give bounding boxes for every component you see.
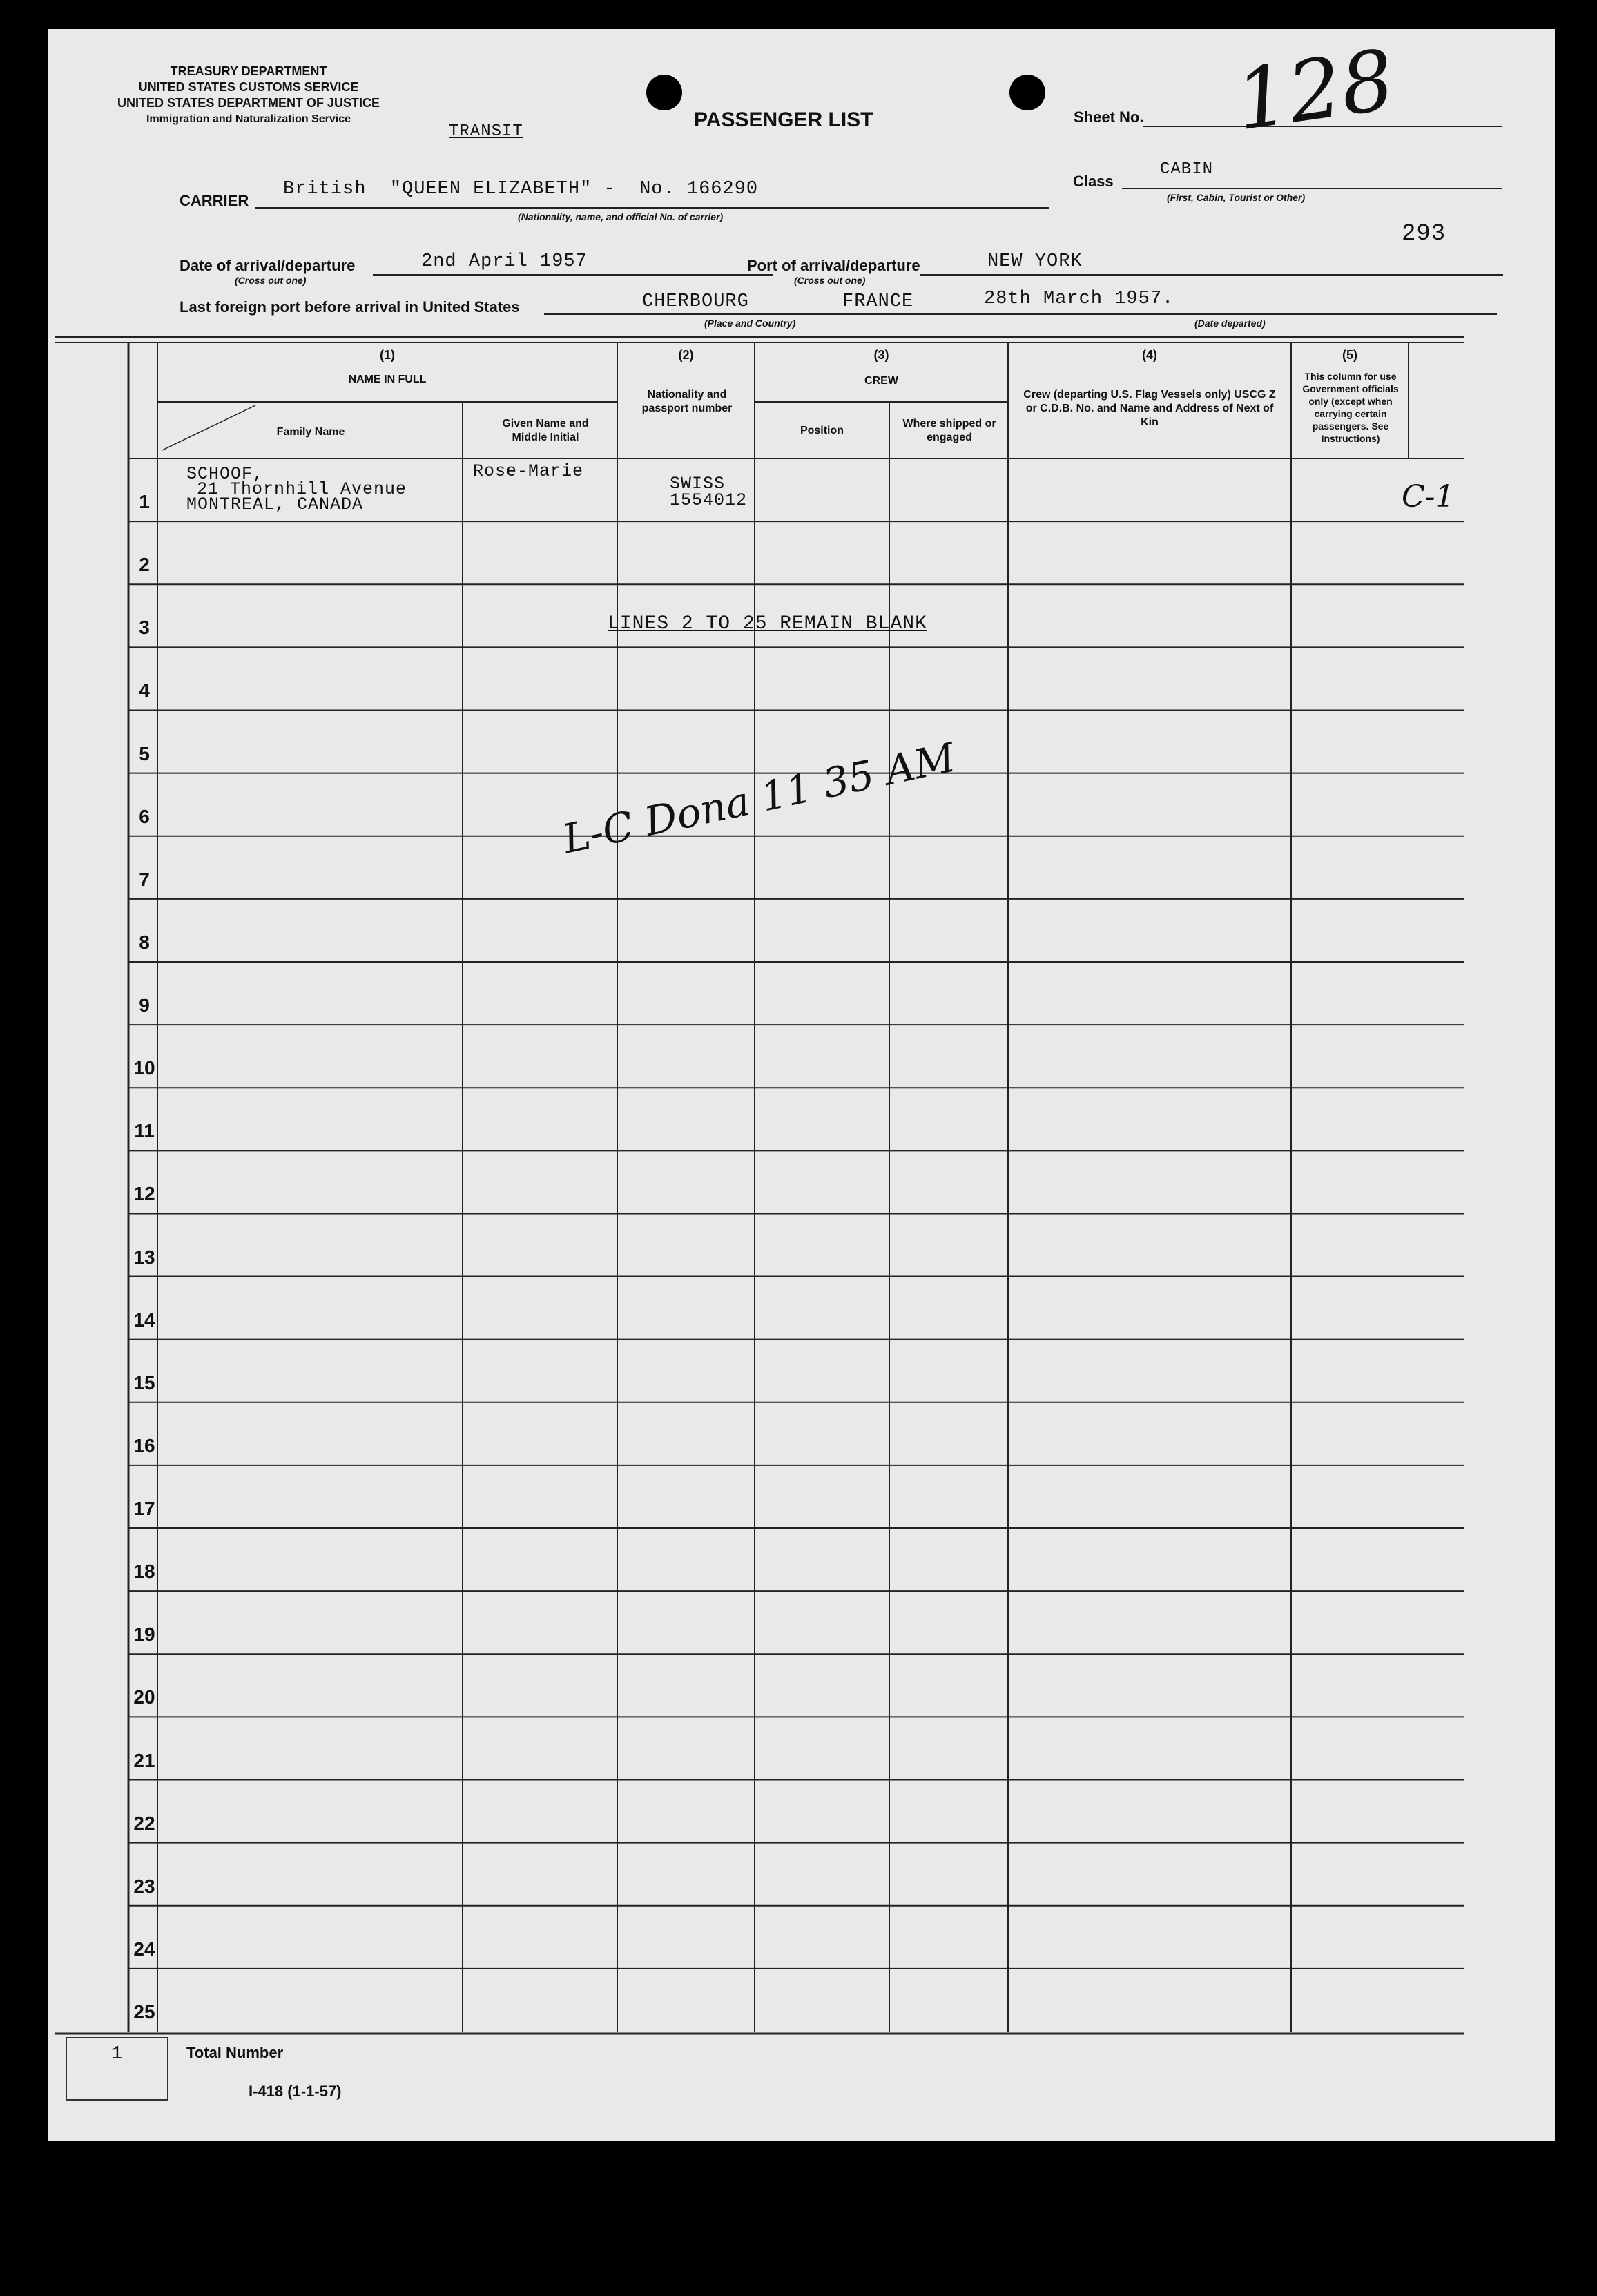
sheet-no-handwritten: 128 (1230, 32, 1400, 150)
port-label: Port of arrival/departure (747, 257, 920, 274)
class-hint: (First, Cabin, Tourist or Other) (1167, 192, 1306, 203)
row-number: 14 (133, 1309, 155, 1331)
col2-title: Nationality and passport number (641, 389, 733, 414)
entry-passport: 1554012 (670, 490, 748, 510)
col1-family-name: Family Name (276, 426, 345, 438)
row-number: 4 (139, 679, 150, 702)
class-value: CABIN (1160, 160, 1214, 179)
entry-address-line-1: 21 Thornhill Avenue (197, 479, 407, 499)
stamp-number: 293 (1402, 221, 1446, 247)
port-value: NEW YORK (987, 251, 1083, 272)
last-port-city: CHERBOURG (642, 291, 749, 312)
passenger-table-grid (48, 29, 1555, 2141)
last-port-hint: (Place and Country) (704, 318, 796, 329)
last-port-country: FRANCE (842, 291, 914, 312)
row-number: 3 (139, 617, 150, 639)
date-value: 2nd April 1957 (421, 251, 588, 272)
row-number: 13 (133, 1246, 155, 1268)
row-number: 22 (133, 1812, 155, 1834)
entry-address-line-2: MONTREAL, CANADA (186, 494, 364, 514)
date-label: Date of arrival/departure (180, 257, 356, 274)
col3-title: CREW (864, 375, 898, 387)
date-hint: (Cross out one) (235, 275, 307, 286)
col4-number: (4) (1142, 348, 1157, 362)
transit-stamp: TRANSIT (449, 122, 523, 141)
row-number: 1 (139, 491, 150, 513)
col1-title: NAME IN FULL (348, 374, 427, 385)
row-number: 7 (139, 868, 150, 890)
row-number: 9 (139, 994, 150, 1016)
row-number: 6 (139, 805, 150, 827)
row-number: 2 (139, 554, 150, 576)
entry-nationality: SWISS (670, 474, 726, 494)
entry-given-name: Rose-Marie (473, 461, 584, 481)
row-number: 11 (134, 1120, 155, 1142)
col3-where-shipped: Where shipped or engaged (902, 418, 996, 443)
entry-family-name: SCHOOF, (186, 464, 264, 484)
col5-number: (5) (1342, 348, 1357, 362)
port-hint: (Cross out one) (794, 275, 866, 286)
row-number: 20 (133, 1686, 155, 1708)
row-number: 23 (133, 1875, 155, 1897)
col4-title: Crew (departing U.S. Flag Vessels only) USCG Z or C.D.B. No. and Name and Address of Next of Kin (1023, 389, 1276, 428)
row-number: 25 (133, 2001, 155, 2023)
form-title: PASSENGER LIST (694, 108, 873, 131)
passenger-list-sheet (48, 29, 1555, 2141)
col2-number: (2) (678, 348, 694, 362)
row-number: 5 (139, 742, 150, 764)
date-departed-value: 28th March 1957. (984, 289, 1174, 309)
total-label: Total Number (186, 2044, 284, 2061)
carrier-value: British "QUEEN ELIZABETH" - No. 166290 (283, 179, 759, 200)
row-number: 18 (133, 1561, 155, 1583)
col3-position: Position (800, 425, 844, 436)
agency-line: UNITED STATES CUSTOMS SERVICE (138, 80, 359, 94)
row-number: 15 (133, 1371, 155, 1393)
form-number: I-418 (1-1-57) (249, 2083, 342, 2100)
blank-lines-notice: LINES 2 TO 25 REMAIN BLANK (608, 613, 927, 635)
total-value: 1 (110, 2044, 124, 2065)
row-number: 19 (133, 1623, 155, 1646)
official-note: C-1 (1402, 479, 1455, 514)
agency-line: TREASURY DEPARTMENT (170, 64, 327, 78)
agency-line: UNITED STATES DEPARTMENT OF JUSTICE (117, 96, 380, 110)
row-number: 24 (133, 1938, 155, 1960)
carrier-hint: (Nationality, name, and official No. of carrier) (518, 211, 724, 222)
row-number: 21 (133, 1749, 155, 1771)
row-number: 12 (133, 1183, 155, 1205)
col1-number: (1) (380, 348, 395, 362)
date-departed-hint: (Date departed) (1194, 318, 1266, 329)
carrier-label: CARRIER (180, 192, 249, 209)
col1-given-name: Given Name and Middle Initial (502, 418, 589, 443)
col5-title: This column for use Government officials only (except when carrying certain passengers. See Instructions) (1302, 371, 1399, 444)
row-number: 10 (133, 1057, 155, 1079)
sheet-no-label: Sheet No. (1074, 108, 1144, 126)
row-number: 8 (139, 931, 150, 953)
handwritten-note: L-C Dona 11 35 AM (559, 733, 960, 863)
col3-number: (3) (873, 348, 889, 362)
agency-line: Immigration and Naturalization Service (146, 113, 351, 125)
row-number: 16 (133, 1434, 155, 1456)
class-label: Class (1073, 173, 1114, 190)
last-port-label: Last foreign port before arrival in United States (180, 298, 520, 316)
total-box (66, 2037, 168, 2101)
row-number: 17 (133, 1498, 155, 1520)
